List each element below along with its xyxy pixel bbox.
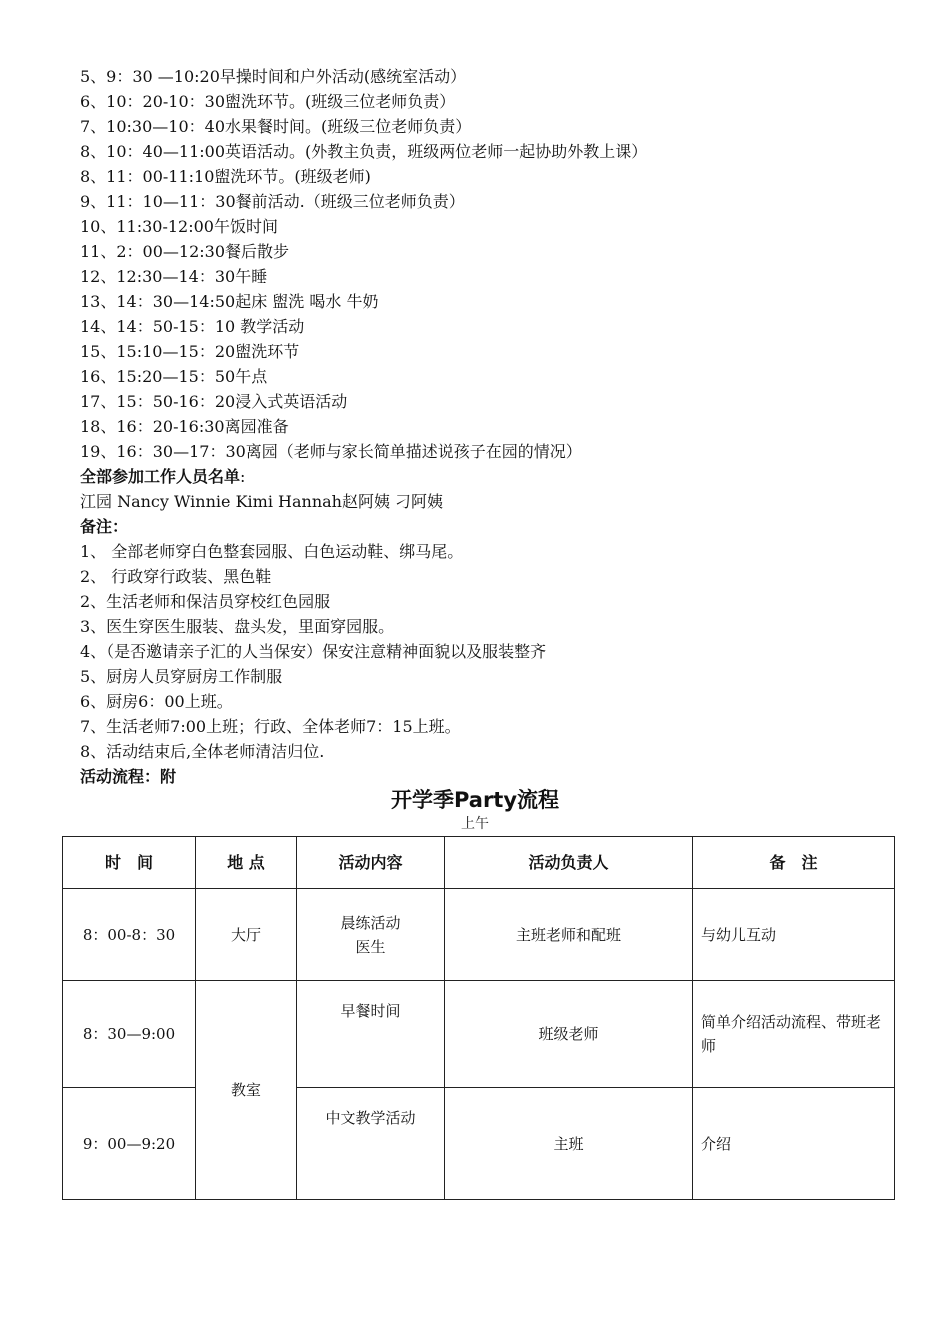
table-row xyxy=(63,889,895,981)
cell-time: 8：30—9:00 xyxy=(63,981,196,1088)
cell-place: 教室 xyxy=(196,981,297,1200)
header-content: 活动内容 xyxy=(297,837,445,889)
table-row xyxy=(63,981,895,1088)
schedule-item: 8、11：00-11:10盥洗环节。(班级老师) xyxy=(80,167,371,186)
cell-time: 9：00—9:20 xyxy=(63,1088,196,1200)
schedule-item: 9、11：10—11：30餐前活动.（班级三位老师负责） xyxy=(80,192,465,211)
party-subtitle: 上午 xyxy=(461,816,489,832)
staff-heading: 全部参加工作人员名单 xyxy=(80,467,241,486)
flow-heading: 活动流程：附 xyxy=(80,767,177,786)
header-time: 时 间 xyxy=(63,837,196,889)
schedule-item: 17、15：50-16：20浸入式英语活动 xyxy=(80,392,348,411)
staff-names: 江园 Nancy Winnie Kimi Hannah赵阿姨 刁阿姨 xyxy=(80,492,444,511)
schedule-item: 10、11:30-12:00午饭时间 xyxy=(80,217,278,236)
header-place: 地 点 xyxy=(196,837,297,889)
schedule-item: 6、10：20-10：30盥洗环节。(班级三位老师负责） xyxy=(80,92,456,111)
cell-note: 简单介绍活动流程、带班老师 xyxy=(693,981,895,1088)
cell-time: 8：00-8：30 xyxy=(63,889,196,981)
schedule-item: 5、9：30 —10:20早操时间和户外活动(感统室活动） xyxy=(80,67,467,86)
note-item: 2、生活老师和保洁员穿校红色园服 xyxy=(80,592,331,611)
schedule-item: 19、16：30—17：30离园（老师与家长简单描述说孩子在园的情况） xyxy=(80,442,582,461)
note-item: 6、厨房6：00上班。 xyxy=(80,692,233,711)
header-note: 备 注 xyxy=(693,837,895,889)
header-owner: 活动负责人 xyxy=(445,837,693,889)
schedule-item: 15、15:10—15：20盥洗环节 xyxy=(80,342,300,361)
cell-owner: 班级老师 xyxy=(445,981,693,1088)
staff-heading-colon: : xyxy=(240,467,246,486)
schedule-item: 13、14：30—14:50起床 盥洗 喝水 牛奶 xyxy=(80,292,379,311)
note-item: 4、（是否邀请亲子汇的人当保安）保安注意精神面貌以及服装整齐 xyxy=(80,642,547,661)
document-body xyxy=(80,64,900,789)
cell-place: 大厅 xyxy=(196,889,297,981)
notes-heading: 备注： xyxy=(80,517,129,536)
note-item: 8、活动结束后,全体老师清洁归位. xyxy=(80,742,325,761)
note-item: 3、医生穿医生服装、盘头发，里面穿园服。 xyxy=(80,617,395,636)
table-header-row xyxy=(63,837,895,889)
cell-owner: 主班老师和配班 xyxy=(445,889,693,981)
schedule-item: 8、10：40—11:00英语活动。(外教主负责，班级两位老师一起协助外教上课） xyxy=(80,142,648,161)
table-row xyxy=(63,1088,895,1200)
cell-owner: 主班 xyxy=(445,1088,693,1200)
cell-note: 介绍 xyxy=(693,1088,895,1200)
schedule-item: 16、15:20—15：50午点 xyxy=(80,367,268,386)
staff-heading-line xyxy=(80,464,900,489)
cell-note: 与幼儿互动 xyxy=(693,889,895,981)
schedule-item: 7、10:30—10：40水果餐时间。(班级三位老师负责） xyxy=(80,117,472,136)
note-item: 7、生活老师7:00上班；行政、全体老师7：15上班。 xyxy=(80,717,461,736)
note-item: 5、厨房人员穿厨房工作制服 xyxy=(80,667,283,686)
cell-content: 早餐时间 xyxy=(297,981,445,1088)
party-title: 开学季Party流程 xyxy=(390,788,560,812)
cell-content: 中文教学活动 xyxy=(297,1088,445,1200)
note-item: 1、 全部老师穿白色整套园服、白色运动鞋、绑马尾。 xyxy=(80,542,464,561)
schedule-item: 18、16：20-16:30离园准备 xyxy=(80,417,289,436)
schedule-item: 14、14：50-15：10 教学活动 xyxy=(80,317,305,336)
schedule-item: 11、2：00—12:30餐后散步 xyxy=(80,242,290,261)
schedule-item: 12、12:30—14：30午睡 xyxy=(80,267,268,286)
party-flow-table xyxy=(62,836,895,1200)
cell-content-line: 晨练活动 xyxy=(340,913,401,932)
note-item: 2、 行政穿行政装、黑色鞋 xyxy=(80,567,272,586)
cell-content xyxy=(297,889,445,981)
cell-content-line: 医生 xyxy=(355,937,386,956)
